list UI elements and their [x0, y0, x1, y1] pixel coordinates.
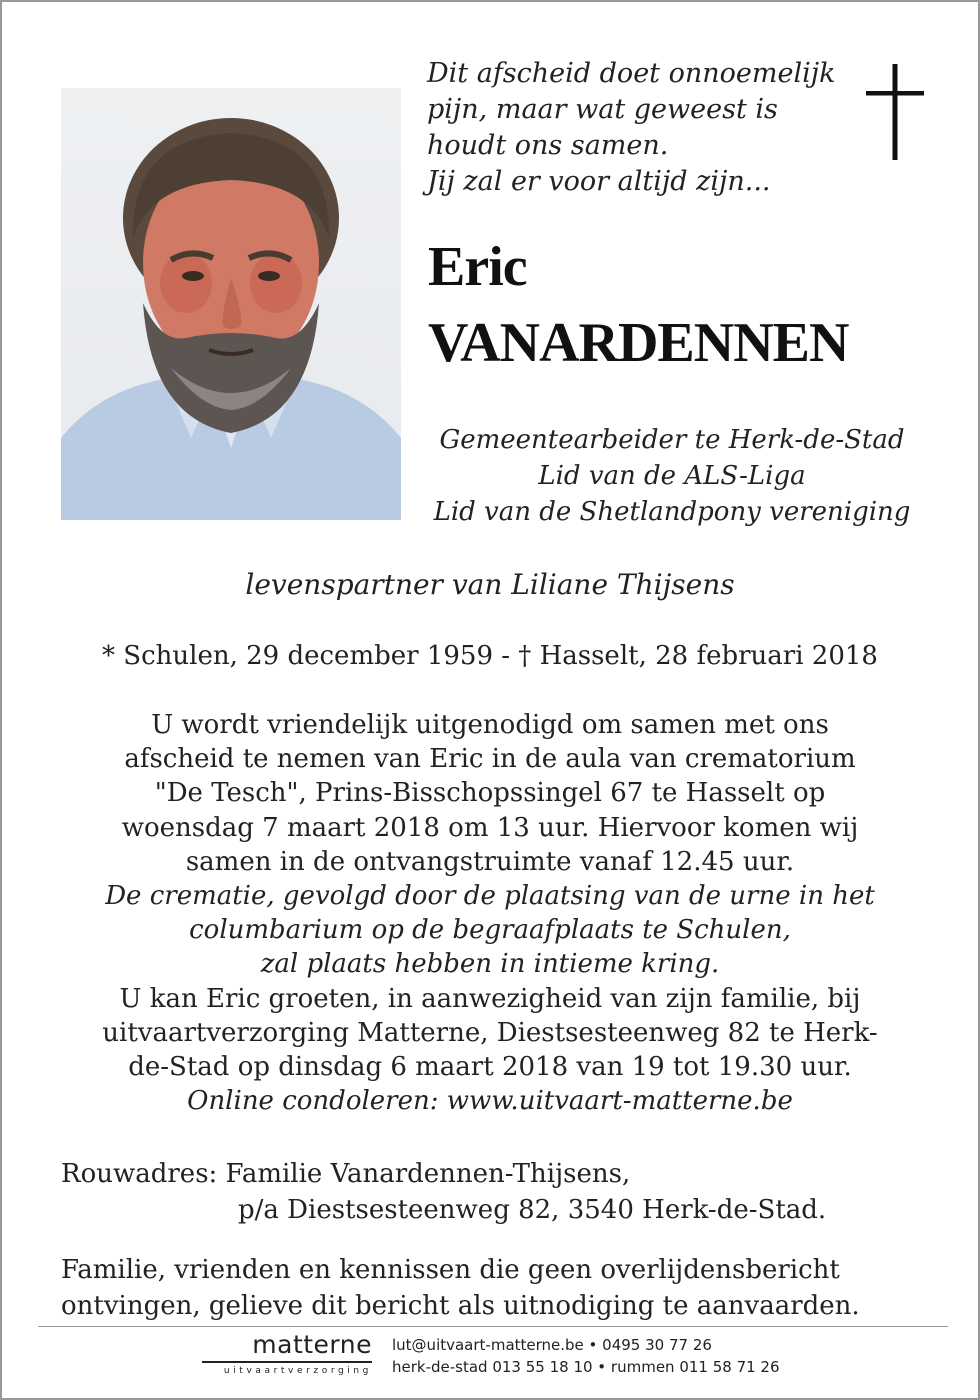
address-line: Rouwadres: Familie Vanardennen-Thijsens, — [61, 1159, 631, 1189]
contact-line: herk-de-stad 013 55 18 10 • rummen 011 58 71 26 — [392, 1358, 780, 1376]
funeral-home-logo — [202, 1330, 372, 1377]
logo-wordmark: matterne — [252, 1330, 372, 1359]
footer-contact — [392, 1334, 780, 1378]
visit-line: de-Stad op dinsdag 6 maart 2018 van 19 tot 19.30 uur. — [128, 1052, 852, 1083]
logo-subtitle: uitvaartverzorging — [223, 1365, 372, 1376]
invitation-text — [42, 708, 938, 1118]
online-condolence-line: Online condoleren: www.uitvaart-matterne.be — [187, 1086, 793, 1117]
cremation-line: columbarium op de begraafplaats te Schulen, — [189, 915, 791, 946]
notice-line: ontvingen, gelieve dit bericht als uitnodiging te aanvaarden. — [61, 1291, 860, 1321]
invitation-line: woensdag 7 maart 2018 om 13 uur. Hiervoor komen wij — [121, 812, 859, 843]
invitation-line: U wordt vriendelijk uitgenodigd om samen met ons — [151, 710, 829, 740]
role-line: Lid van de Shetlandpony vereniging — [433, 497, 911, 527]
roles-list — [422, 422, 922, 530]
memorial-poem — [427, 56, 847, 200]
visit-line: uitvaartverzorging Matterne, Diestsesteenweg 82 te Herk- — [102, 1017, 878, 1048]
role-line: Gemeentearbeider te Herk-de-Stad — [439, 425, 905, 455]
notice-line: Familie, vrienden en kennissen die geen overlijdensbericht — [61, 1255, 840, 1285]
birth-death-dates: * Schulen, 29 december 1959 - † Hasselt, 28 februari 2018 — [102, 641, 878, 671]
visit-line: U kan Eric groeten, in aanwezigheid van zijn familie, bij — [119, 983, 861, 1014]
cremation-line: De crematie, gevolgd door de plaatsing van de urne in het — [105, 881, 875, 912]
invitation-line: samen in de ontvangstruimte vanaf 12.45 uur. — [185, 846, 795, 877]
role-line: Lid van de ALS-Liga — [538, 461, 806, 491]
invitation-line: "De Tesch", Prins-Bisschopssingel 67 te Hasselt op — [154, 778, 826, 809]
logo-underline — [202, 1361, 372, 1363]
invitation-line: afscheid te nemen van Eric in de aula van crematorium — [124, 744, 856, 775]
cremation-line: zal plaats hebben in intieme kring. — [260, 949, 720, 980]
portrait-illustration — [61, 88, 401, 520]
poem-line: Jij zal er voor altijd zijn... — [427, 166, 771, 197]
contact-line: lut@uitvaart-matterne.be • 0495 30 77 26 — [392, 1336, 712, 1354]
address-line: p/a Diestsesteenweg 82, 3540 Herk-de-Stad. — [238, 1195, 827, 1225]
poem-line: Dit afscheid doet onnoemelijk — [427, 58, 836, 89]
deceased-first-name: Eric — [428, 236, 527, 298]
poem-line: pijn, maar wat geweest is — [427, 94, 778, 125]
footer-divider — [38, 1326, 948, 1327]
portrait-photo — [61, 88, 401, 520]
deceased-last-name: VANARDENNEN — [428, 312, 849, 374]
mourning-address — [61, 1156, 941, 1228]
poem-line: houdt ons samen. — [427, 130, 669, 161]
partner-line: levenspartner van Liliane Thijsens — [245, 568, 735, 601]
cross-icon — [866, 64, 924, 160]
notice-text — [61, 1252, 961, 1324]
